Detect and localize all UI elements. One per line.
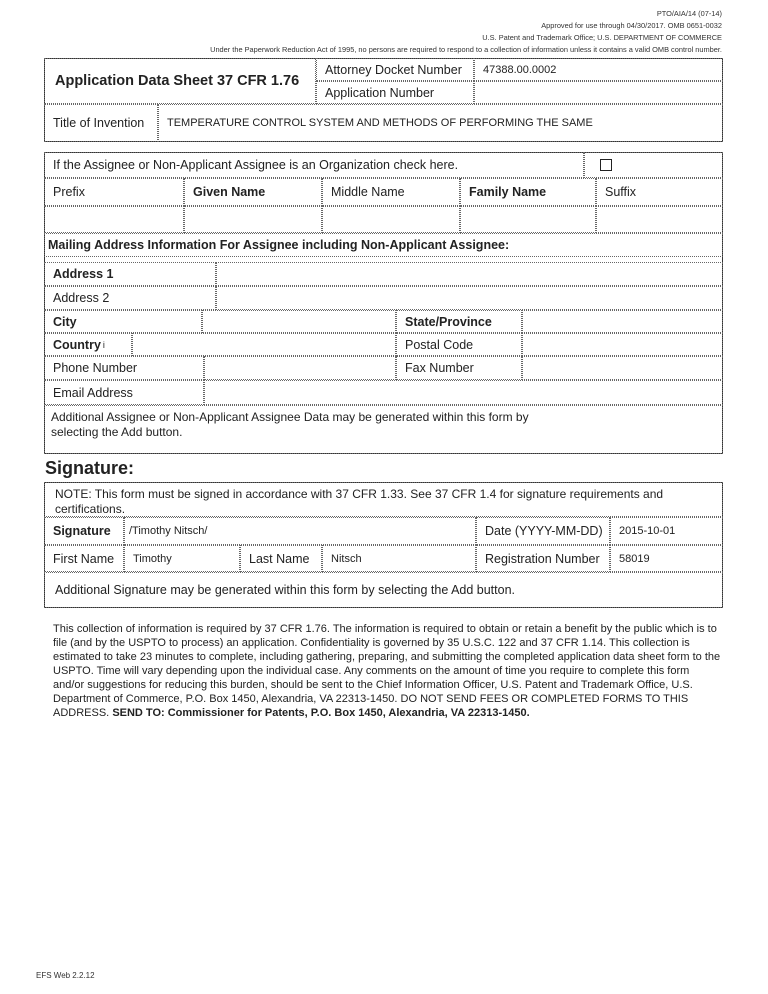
approval-line: Approved for use through 04/30/2017. OMB 0651-0032: [541, 21, 722, 30]
email-label: Email Address: [44, 380, 204, 405]
last-name-label: Last Name: [240, 545, 322, 572]
invention-title-label: Title of Invention: [44, 104, 158, 142]
prefix-label: Prefix: [44, 178, 184, 206]
state-input[interactable]: [522, 310, 723, 333]
date-value[interactable]: 2015-10-01: [610, 517, 723, 545]
paperwork-line: Under the Paperwork Reduction Act of 1995, no persons are required to respond to a collection of information unless it contains a valid OMB control number.: [210, 45, 722, 54]
last-name-value[interactable]: Nitsch: [322, 545, 476, 572]
form-id: PTO/AIA/14 (07-14): [656, 9, 722, 18]
signature-heading: Signature:: [45, 458, 135, 478]
phone-input[interactable]: [204, 356, 396, 380]
address2-label: Address 2: [44, 286, 216, 310]
docket-label: Attorney Docket Number: [316, 58, 474, 81]
first-name-value[interactable]: Timothy: [124, 545, 240, 572]
city-input[interactable]: [202, 310, 396, 333]
fax-label: Fax Number: [396, 356, 522, 380]
address1-input[interactable]: [216, 262, 723, 286]
address1-label: Address 1: [44, 262, 216, 286]
postal-code-input[interactable]: [522, 333, 723, 356]
info-icon[interactable]: i: [102, 339, 105, 350]
registration-number-label: Registration Number: [476, 545, 610, 572]
suffix-label: Suffix: [596, 178, 723, 206]
burden-statement: [53, 622, 723, 720]
signature-label: Signature: [44, 517, 124, 545]
efs-version: EFS Web 2.2.12: [36, 971, 95, 980]
signature-note: NOTE: This form must be signed in accordance with 37 CFR 1.33. See 37 CFR 1.4 for signature requirements and certifications.: [44, 482, 723, 517]
application-number-value[interactable]: [474, 81, 723, 104]
mailing-address-header: Mailing Address Information For Assignee including Non-Applicant Assignee:: [44, 233, 723, 257]
address2-input[interactable]: [216, 286, 723, 310]
agency-line: U.S. Patent and Trademark Office; U.S. DEPARTMENT OF COMMERCE: [482, 33, 722, 42]
registration-number-value[interactable]: 58019: [610, 545, 723, 572]
burden-text: This collection of information is required by 37 CFR 1.76. The information is required to obtain or retain a benefit by the public which is to file (and by the USPTO to process) an application. Confidentiality is governed by 35 U.S.C. 122 and 37 CFR 1.14. This collection is estimated to take 23 minutes to complete, including gathering, preparing, and submitting the completed application data sheet form to the USPTO. Time will vary depending upon the individual case. Any comments on the amount of time you require to complete this form and/or suggestions for reducing this burden, should be sent to the Chief Information Officer, U.S. Patent and Trademark Office, U.S. Department of Commerce, P.O. Box 1450, Alexandria, VA 22313-1450. DO NOT SEND FEES OR COMPLETED FORMS TO THIS ADDRESS.: [53, 623, 721, 719]
middle-name-input[interactable]: [322, 206, 460, 233]
country-input[interactable]: [132, 333, 396, 356]
send-to: SEND TO: Commissioner for Patents, P.O. Box 1450, Alexandria, VA 22313-1450.: [112, 707, 530, 719]
family-name-label: Family Name: [460, 178, 596, 206]
given-name-input[interactable]: [184, 206, 322, 233]
invention-title-value[interactable]: TEMPERATURE CONTROL SYSTEM AND METHODS OF PERFORMING THE SAME: [158, 104, 723, 142]
suffix-input[interactable]: [596, 206, 723, 233]
additional-signature-note: Additional Signature may be generated within this form by selecting the Add button.: [44, 572, 723, 608]
application-number-label: Application Number: [316, 81, 474, 104]
org-checkbox[interactable]: [600, 159, 612, 171]
family-name-input[interactable]: [460, 206, 596, 233]
middle-name-label: Middle Name: [322, 178, 460, 206]
given-name-label: Given Name: [184, 178, 322, 206]
prefix-input[interactable]: [44, 206, 184, 233]
fax-input[interactable]: [522, 356, 723, 380]
phone-label: Phone Number: [44, 356, 204, 380]
city-label: City: [44, 310, 202, 333]
email-input[interactable]: [204, 380, 723, 405]
org-check-text: If the Assignee or Non-Applicant Assignee is an Organization check here.: [44, 152, 584, 178]
date-label: Date (YYYY-MM-DD): [476, 517, 610, 545]
docket-value[interactable]: 47388.00.0002: [474, 58, 723, 81]
signature-value[interactable]: /Timothy Nitsch/: [124, 517, 476, 545]
additional-assignee-note: Additional Assignee or Non-Applicant Assignee Data may be generated within this form by selecting the Add button.: [44, 405, 723, 454]
country-label: [44, 333, 132, 356]
form-title: Application Data Sheet 37 CFR 1.76: [44, 58, 316, 104]
first-name-label: First Name: [44, 545, 124, 572]
postal-code-label: Postal Code: [396, 333, 522, 356]
country-label-text: Country: [53, 337, 101, 352]
state-label: State/Province: [396, 310, 522, 333]
